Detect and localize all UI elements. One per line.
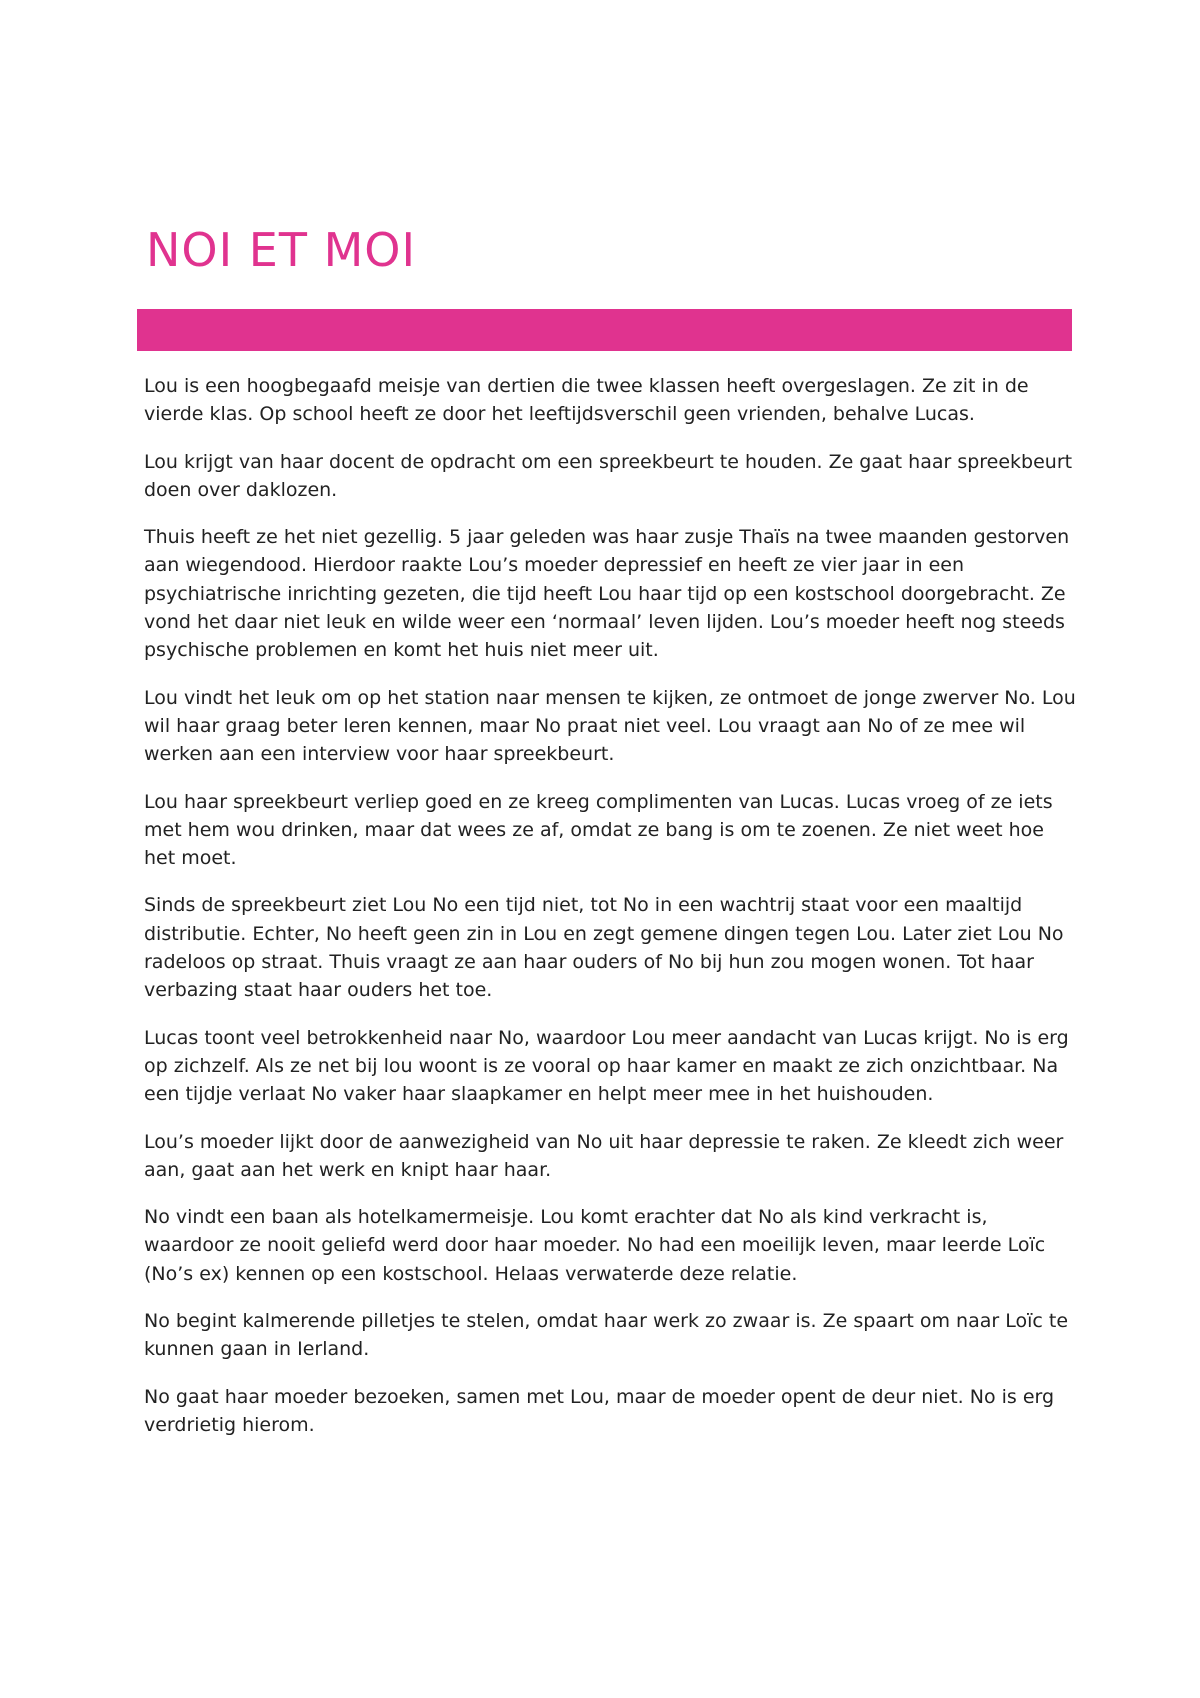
paragraph: No begint kalmerende pilletjes te stelen, omdat haar werk zo zwaar is. Ze spaart om naar Loïc te kunnen gaan in Ierland. [144,1310,1069,1361]
paragraph: Lou is een hoogbegaafd meisje van dertien die twee klassen heeft overgeslagen. Ze zit in de vierde klas. Op school heeft ze door het leeftijdsverschil geen vrienden, behalve Lucas. [144,375,1029,426]
document-title: NOI ET MOI [146,223,417,277]
paragraph: Lou’s moeder lijkt door de aanwezigheid van No uit haar depressie te raken. Ze kleedt zich weer aan, gaat aan het werk en knipt haar haar. [144,1130,1064,1181]
paragraph: Lou krijgt van haar docent de opdracht om een spreekbeurt te houden. Ze gaat haar spreekbeurt doen over daklozen. [144,450,1073,501]
paragraph: No vindt een baan als hotelkamermeisje. Lou komt erachter dat No als kind verkracht is, waardoor ze nooit geliefd werd door haar moeder. No had een moeilijk leven, maar leerde Loïc (No’s ex) kennen op een kostschool. Helaas verwaterde deze relatie. [144,1206,1046,1285]
paragraph: No gaat haar moeder bezoeken, samen met Lou, maar de moeder opent de deur niet. No is erg verdrietig hierom. [144,1385,1055,1436]
paragraph: Sinds de spreekbeurt ziet Lou No een tijd niet, tot No in een wachtrij staat voor een maaltijd distributie. Echter, No heeft geen zin in Lou en zegt gemene dingen tegen Lou. Later ziet Lou No radeloos op straat. Thuis vraagt ze aan haar ouders of No bij hun zou mogen wonen. Tot haar verbazing staat haar ouders het toe. [144,894,1064,1002]
title-accent-bar [137,309,1072,351]
document-body [144,372,1079,1458]
paragraph: Thuis heeft ze het niet gezellig. 5 jaar geleden was haar zusje Thaïs na twee maanden gestorven aan wiegendood. Hierdoor raakte Lou’s moeder depressief en heeft ze vier jaar in een psychiatrische inrichting gezeten, die tijd heeft Lou haar tijd op een kostschool doorgebracht. Ze vond het daar niet leuk en wilde weer een ‘normaal’ leven lijden. Lou’s moeder heeft nog steeds psychische problemen en komt het huis niet meer uit. [144,526,1070,662]
paragraph: Lou vindt het leuk om op het station naar mensen te kijken, ze ontmoet de jonge zwerver No. Lou wil haar graag beter leren kennen, maar No praat niet veel. Lou vraagt aan No of ze mee wil werken aan een interview voor haar spreekbeurt. [144,686,1076,766]
paragraph: Lucas toont veel betrokkenheid naar No, waardoor Lou meer aandacht van Lucas krijgt. No is erg op zichzelf. Als ze net bij lou woont is ze vooral op haar kamer en maakt ze zich onzichtbaar. Na een tijdje verlaat No vaker haar slaapkamer en helpt meer mee in het huishouden. [144,1026,1069,1106]
paragraph: Lou haar spreekbeurt verliep goed en ze kreeg complimenten van Lucas. Lucas vroeg of ze iets met hem wou drinken, maar dat wees ze af, omdat ze bang is om te zoenen. Ze niet weet hoe het moet. [144,790,1053,870]
